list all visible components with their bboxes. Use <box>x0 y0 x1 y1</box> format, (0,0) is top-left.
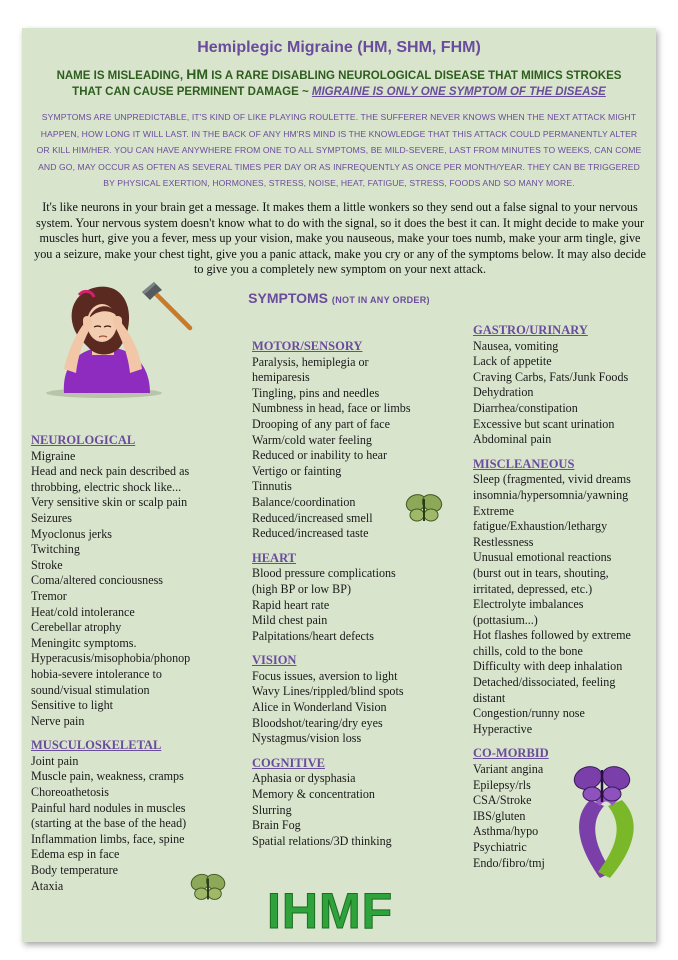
symptom-item: Edema esp in face <box>31 847 120 862</box>
symptom-item: Difficulty with deep inhalation <box>473 659 623 674</box>
symptom-item: (pottasium...) <box>473 612 538 627</box>
ihmf-logo: IHMF <box>267 883 394 939</box>
symptom-item: Choreoathetosis <box>31 785 109 800</box>
symptom-item: Head and neck pain described as <box>31 464 190 479</box>
symptom-item: Heat/cold intolerance <box>31 604 135 619</box>
symptoms-note: (NOT IN ANY ORDER) <box>331 295 430 305</box>
symptom-item: Meningitc symptoms. <box>31 635 137 650</box>
symptom-item: insomnia/hypersomnia/yawning <box>473 487 629 502</box>
symptom-item: Vertigo or fainting <box>252 463 342 478</box>
symptom-item: Warm/cold water feeling <box>252 432 372 447</box>
symptom-item: Abdominal pain <box>473 432 552 447</box>
symptom-item: Alice in Wonderland Vision <box>252 700 387 715</box>
symptom-item: Epilepsy/rls <box>473 777 531 792</box>
symptom-item: chills, cold to the bone <box>473 643 583 658</box>
section-heading: MOTOR/SENSORY <box>252 339 363 353</box>
symptom-item: Stroke <box>31 557 63 572</box>
symptom-item: Spatial relations/3D thinking <box>252 833 392 848</box>
symptom-item: Electrolyte imbalances <box>473 597 584 612</box>
hammer-icon <box>140 280 196 332</box>
intro-paragraph: SYMPTOMS ARE UNPREDICTABLE, IT'S KIND OF LIKE PLAYING ROULETTE. THE SUFFERER NEVER KNOWS WHEN THE NEXT ATTACK MIGHT HAPPEN, HOW LONG IT WILL LAST. IN THE BACK OF ANY HM'RS MIND IS THE KNOWLEDGE THAT THIS ATTACK COULD PERMANENTLY ALTER OR KILL HIM/HER. YOU CAN HAVE ANYWHERE FROM ONE TO ALL SYMPTOMS, BE MILD-SEVERE, LAST FROM MINUTES TO WEEKS, CAN COME AND GO, MAY OCCUR AS OFTEN AS SEVERAL TIMES PER DAY OR AS INFREQUENTLY AS ONCE PER MONTH/YEAR. THEY CAN BE TRIGGERED BY PHYSICAL EXERTION, HORMONES, STRESS, NOISE, HEAT, FATIGUE, STRESS, FOODS AND SO MANY MORE. <box>36 112 642 188</box>
subtitle-line2-pre: THAT CAN CAUSE PERMINENT DAMAGE ~ <box>72 86 312 98</box>
symptom-column-3 <box>473 323 653 871</box>
symptom-item: CSA/Stroke <box>473 793 532 808</box>
symptom-item: Inflammation limbs, face, spine <box>31 831 185 846</box>
symptom-item: (burst out in tears, shouting, <box>473 565 609 580</box>
symptom-column-2 <box>252 339 462 849</box>
symptom-item: Memory & concentration <box>252 787 375 802</box>
section-heading: GASTRO/URINARY <box>473 323 588 337</box>
symptom-item: Numbness in head, face or limbs <box>252 401 411 416</box>
symptom-item: sound/visual stimulation <box>31 682 150 697</box>
symptom-item: Balance/coordination <box>252 494 356 509</box>
symptom-item: Myoclonus jerks <box>31 526 112 541</box>
symptom-item: Reduced/increased smell <box>252 510 373 525</box>
symptom-item: Tingling, pins and needles <box>252 385 380 400</box>
page-title: Hemiplegic Migraine (HM, SHM, FHM) <box>197 39 481 56</box>
symptom-item: Nystagmus/vision loss <box>252 731 362 746</box>
symptom-item: distant <box>473 690 506 705</box>
section-heading: CO-MORBID <box>473 746 549 761</box>
symptom-item: Twitching <box>31 542 80 557</box>
symptom-item: Hot flashes followed by extreme <box>473 628 631 643</box>
symptom-item: Hyperactive <box>473 721 533 736</box>
subtitle <box>32 66 646 100</box>
symptom-item: Congestion/runny nose <box>473 706 585 721</box>
symptom-item: irritated, depressed, etc.) <box>473 581 593 596</box>
subtitle-line1-post: IS A RARE DISABLING NEUROLOGICAL DISEASE THAT MIMICS STROKES <box>208 70 622 82</box>
section-heading: COGNITIVE <box>252 755 325 770</box>
symptom-item: Reduced/increased taste <box>252 526 369 541</box>
symptom-item: Reduced or inability to hear <box>252 448 388 463</box>
symptom-item: Migraine <box>31 448 76 463</box>
symptom-item: Blood pressure complications <box>252 566 396 581</box>
symptom-item: Palpitations/heart defects <box>252 628 374 643</box>
symptom-item: Wavy Lines/rippled/blind spots <box>252 684 404 699</box>
symptom-item: Psychiatric <box>473 840 527 854</box>
symptom-item: Cerebellar atrophy <box>31 620 122 635</box>
symptom-item: Muscle pain, weakness, cramps <box>31 769 184 784</box>
subtitle-hm: HM <box>186 66 209 82</box>
poster <box>22 28 656 942</box>
symptom-item: Sensitive to light <box>31 698 113 713</box>
symptom-item: Paralysis, hemiplegia or <box>252 354 369 369</box>
symptom-item: Hyperacusis/misophobia/phonop <box>31 651 191 666</box>
symptom-item: Ataxia <box>31 878 64 893</box>
symptom-item: Sleep (fragmented, vivid dreams <box>473 472 631 487</box>
symptom-item: Endo/fibro/tmj <box>473 855 545 870</box>
subtitle-line1-pre: NAME IS MISLEADING, <box>56 70 187 82</box>
symptom-item: Variant angina <box>473 762 544 777</box>
section-heading: MISCLEANEOUS <box>473 456 575 471</box>
symptom-item: Painful hard nodules in muscles <box>31 800 186 815</box>
symptom-item: Lack of appetite <box>473 354 552 369</box>
symptom-item: (high BP or low BP) <box>252 581 351 596</box>
symptom-item: Mild chest pain <box>252 613 328 628</box>
symptom-item: Excessive but scant urination <box>473 416 615 431</box>
symptom-item: Tinnutis <box>252 479 292 494</box>
symptom-item: Nerve pain <box>31 713 85 728</box>
symptom-item: Bloodshot/tearing/dry eyes <box>252 715 383 730</box>
symptom-item: throbbing, electric shock like... <box>31 479 182 494</box>
symptom-item: hobia-severe intolerance to <box>31 666 162 681</box>
symptom-item: Craving Carbs, Fats/Junk Foods <box>473 369 629 384</box>
symptom-item: fatigue/Exhaustion/lethargy <box>473 519 608 534</box>
symptom-item: hemiparesis <box>252 370 310 385</box>
symptom-item: (starting at the base of the head) <box>31 816 187 831</box>
section-heading: MUSCULOSKELETAL <box>31 738 162 753</box>
symptom-item: IBS/gluten <box>473 808 526 823</box>
section-heading: NEUROLOGICAL <box>31 433 136 447</box>
symptom-item: Very sensitive skin or scalp pain <box>31 495 188 510</box>
symptom-item: Brain Fog <box>252 818 301 833</box>
symptom-item: Body temperature <box>31 863 118 878</box>
symptom-item: Joint pain <box>31 753 79 768</box>
symptom-item: Focus issues, aversion to light <box>252 668 398 683</box>
symptom-item: Aphasia or dysphasia <box>252 771 356 786</box>
section-heading: VISION <box>252 653 297 668</box>
symptom-item: Diarrhea/constipation <box>473 400 578 415</box>
symptom-item: Extreme <box>473 503 514 518</box>
symptom-item: Unusual emotional reactions <box>473 550 612 565</box>
symptom-item: Tremor <box>31 588 67 603</box>
subtitle-underline: MIGRAINE IS ONLY ONE SYMPTOM OF THE DISEASE <box>311 86 606 98</box>
symptoms-heading-text: SYMPTOMS <box>248 290 329 306</box>
symptom-item: Asthma/hypo <box>473 824 539 839</box>
symptom-item: Nausea, vomiting <box>473 338 559 353</box>
symptom-item: Dehydration <box>473 385 534 400</box>
symptom-item: Drooping of any part of face <box>252 416 391 431</box>
symptom-item: Coma/altered conciousness <box>31 573 163 588</box>
section-heading: HEART <box>252 550 297 565</box>
symptom-item: Rapid heart rate <box>252 597 330 612</box>
symptom-column-1 <box>31 433 241 894</box>
symptom-item: Detached/dissociated, feeling <box>473 675 616 690</box>
symptom-item: Slurring <box>252 802 292 817</box>
symptom-item: Seizures <box>31 510 72 525</box>
symptom-item: Restlessness <box>473 534 534 549</box>
description-paragraph: It's like neurons in your brain get a message. It makes them a little wonkers so they send out a false signal to your nervous system. Your nervous system doesn't know what to do with the signal, so it does the best it can. It might decide to make your muscles hurt, give you a fever, mess up your vision, make you nauseous, make your toes numb, make your arm tingle, give you a seizure, make your chest tight, give you a panic attack, make you cry or any of the symptoms below. It may also decide to give you a completely new symptom on your next attack. <box>34 200 646 276</box>
